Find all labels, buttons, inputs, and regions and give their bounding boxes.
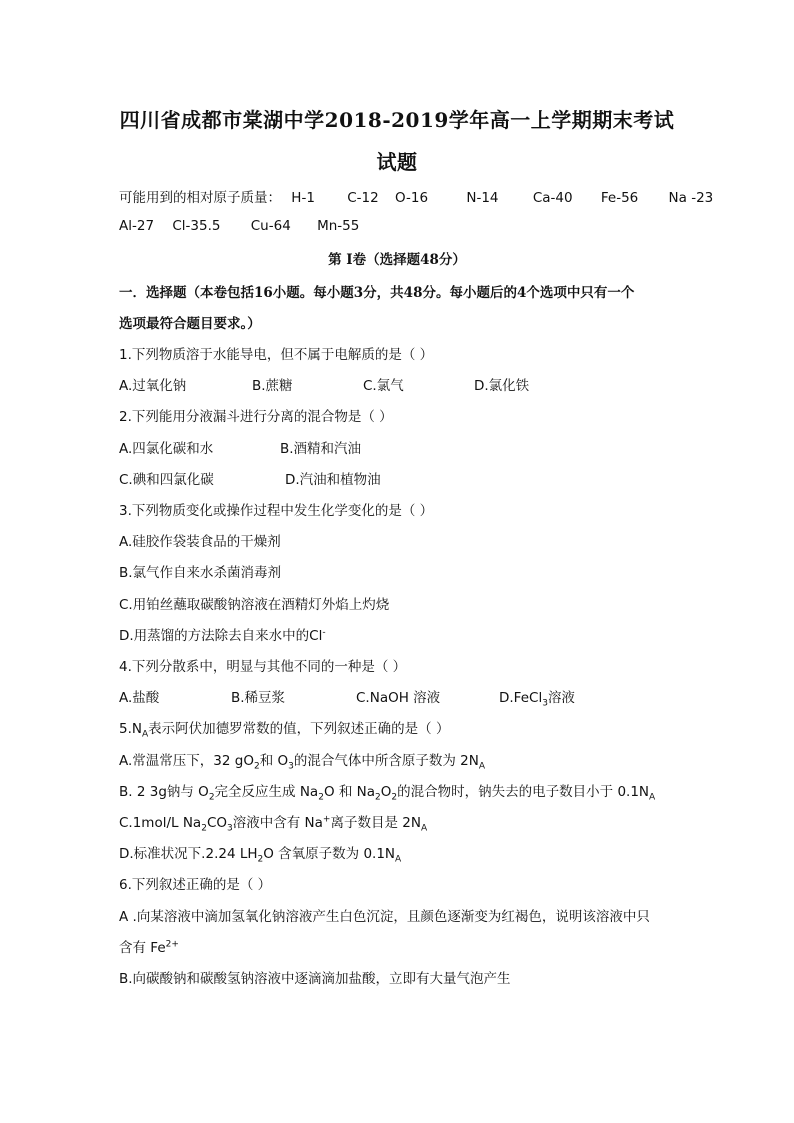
mass-mn: Mn-55	[317, 218, 360, 234]
q1-option-d: D.氯化铁	[474, 378, 530, 394]
q5c-t2: CO	[206, 815, 227, 831]
question-6-stem: 6.下列叙述正确的是（ ）	[119, 877, 272, 893]
q5c-s3: 3	[227, 823, 233, 834]
question-2-options-row1	[119, 437, 361, 457]
q2-option-a: A.四氯化碳和水	[119, 441, 214, 457]
exam-title-line2: 试题	[376, 150, 418, 174]
question-1-stem: 1.下列物质溶于水能导电，但不属于电解质的是（ ）	[119, 347, 434, 363]
q5d-t0: D.标准状况下.2.24 LH	[119, 846, 258, 862]
q3-option-a: A.硅胶作袋装食品的干燥剂	[119, 534, 281, 550]
q3-option-b: B.氯气作自来水杀菌消毒剂	[119, 565, 282, 581]
q5b-s5: 2	[375, 792, 381, 803]
q5-option-d	[119, 842, 402, 865]
q5-option-c	[119, 811, 428, 834]
q6-option-a-line2	[119, 936, 179, 956]
q6a-l2-sup: 2+	[165, 939, 179, 950]
q5-option-b	[119, 780, 656, 803]
mass-ca: Ca-40	[532, 190, 573, 206]
q5a-s3: 3	[288, 761, 294, 772]
question-3-stem: 3.下列物质变化或操作过程中发生化学变化的是（ ）	[119, 503, 434, 519]
q2-option-d: D.汽油和植物油	[285, 472, 381, 488]
question-2-stem: 2.下列能用分液漏斗进行分离的混合物是（ ）	[119, 409, 393, 425]
q5b-s9: A	[649, 792, 656, 803]
question-2-options-row2	[119, 468, 381, 488]
q3-option-d-text: D.用蒸馏的方法除去自来水中的Cl	[119, 628, 323, 644]
mass-h: H-1	[291, 190, 315, 206]
q3-option-d-sup: -	[322, 627, 326, 638]
q5a-t0: A.常温常压下，32 gO	[119, 753, 254, 769]
mass-n: N-14	[466, 190, 499, 206]
q5b-t6: O	[380, 784, 392, 800]
atomic-masses-row2	[119, 218, 359, 234]
q3-option-d	[119, 624, 326, 644]
q4-option-d-text: D.FeCl	[499, 690, 543, 706]
question-4-options	[119, 686, 575, 709]
q5a-t2: 和 O	[259, 753, 289, 769]
q4-option-a: A.盐酸	[119, 690, 160, 706]
q5d-s3: A	[395, 854, 402, 865]
question-5-stem	[119, 717, 450, 740]
q1-option-a: A.过氧化钠	[119, 378, 187, 394]
q6-option-b: B.向碳酸钠和碳酸氢钠溶液中逐滴滴加盐酸，立即有大量气泡产生	[119, 971, 511, 987]
q5c-t6: 离子数目是 2N	[330, 815, 421, 831]
q2-option-c: C.碘和四氯化碳	[119, 472, 214, 488]
q3-option-c: C.用铂丝蘸取碳酸钠溶液在酒精灯外焰上灼烧	[119, 597, 390, 613]
q2-option-b: B.酒精和汽油	[280, 441, 362, 457]
mass-na: Na -23	[668, 190, 714, 206]
q5b-s3: 2	[318, 792, 324, 803]
q5b-t8: 的混合物时，钠失去的电子数目小于 0.1N	[397, 784, 650, 800]
instruction-line2: 选项最符合题目要求。）	[119, 316, 261, 332]
q5b-t0: B. 2 3g钠与 O	[119, 784, 209, 800]
q4-option-d	[499, 686, 575, 709]
q5-stem-pre: 5.N	[119, 721, 142, 737]
q4-option-d-tail: 溶液	[547, 690, 575, 706]
q5b-s7: 2	[391, 792, 398, 803]
q5a-t4: 的混合气体中所含原子数为 2N	[293, 753, 479, 769]
question-1-options	[119, 374, 529, 394]
mass-cu: Cu-64	[250, 218, 291, 234]
q1-option-c: C.氯气	[363, 378, 404, 394]
mass-cl: Cl-35.5	[172, 218, 221, 234]
q5c-s7: A	[420, 823, 428, 834]
q5d-s1: 2	[257, 854, 264, 865]
q5b-t2: 完全反应生成 Na	[214, 784, 319, 800]
mass-al: Al-27	[119, 218, 155, 234]
atomic-masses-label: 可能用到的相对原子质量：	[119, 190, 281, 206]
mass-fe: Fe-56	[600, 190, 639, 206]
q5c-sup5: +	[322, 814, 331, 825]
q5-stem-post: 表示阿伏加德罗常数的值，下列叙述正确的是（ ）	[148, 721, 450, 737]
exam-title-line1: 四川省成都市棠湖中学2018-2019学年高一上学期期末考试	[119, 108, 675, 132]
q1-option-b: B.蔗糖	[252, 378, 293, 394]
atomic-masses-row1	[119, 186, 713, 206]
q4-option-c: C.NaOH 溶液	[356, 690, 441, 706]
q5c-t0: C.1mol/L Na	[119, 815, 202, 831]
q6-option-a-line1: A .向某溶液中滴加氢氧化钠溶液产生白色沉淀，且颜色逐渐变为红褐色，说明该溶液中只	[119, 909, 650, 925]
q5b-s1: 2	[208, 792, 215, 803]
q5d-t2: O 含氧原子数为 0.1N	[263, 846, 396, 862]
q5-option-a	[119, 749, 486, 772]
q4-option-d-sub: 3	[542, 698, 548, 709]
q5a-s1: 2	[253, 761, 260, 772]
mass-c: C-12	[347, 190, 379, 206]
q5-stem-sub: A	[141, 729, 149, 740]
instruction-line1: 一．选择题（本卷包括16小题。每小题3分，共48分。每小题后的4个选项中只有一个	[119, 285, 635, 301]
section-title: 第 I卷（选择题48分）	[328, 252, 466, 268]
question-4-stem: 4.下列分散系中，明显与其他不同的一种是（ ）	[119, 659, 407, 675]
mass-o: O-16	[395, 190, 429, 206]
q5c-t4: 溶液中含有 Na	[232, 815, 323, 831]
q5a-s5: A	[478, 761, 486, 772]
q5c-s1: 2	[201, 823, 207, 834]
q4-option-b: B.稀豆浆	[231, 690, 286, 706]
q6a-l2-text: 含有 Fe	[119, 940, 166, 956]
q5b-t4: O 和 Na	[323, 784, 376, 800]
